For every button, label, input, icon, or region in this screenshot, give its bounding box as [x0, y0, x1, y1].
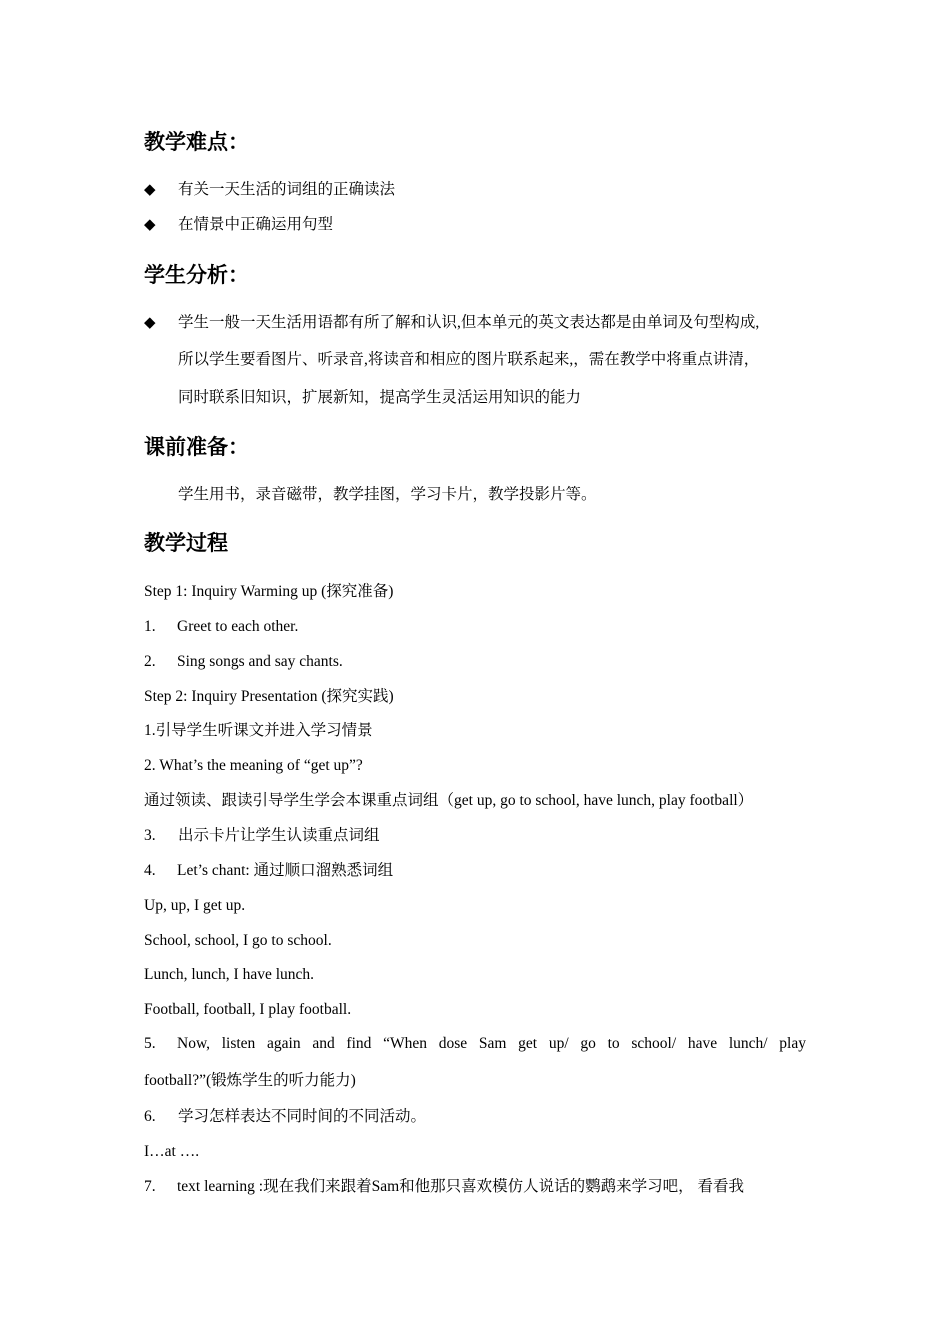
list-number: 6. — [144, 1108, 156, 1125]
list-item: Let’s chant: 通过顺口溜熟悉词组 — [177, 862, 394, 879]
chant-line: Up, up, I get up. — [144, 897, 246, 914]
list-number: 3. — [144, 827, 156, 844]
students-line: 同时联系旧知识，扩展新知，提高学生灵活运用知识的能力 — [178, 389, 582, 406]
process-line: 通过领读、跟读引导学生学会本课重点词组（get up, go to school, have lunch, play football） — [144, 792, 754, 809]
list-item: Now, listen again and find “When dose Sam get up/ go to school/ have lunch/ play — [177, 1035, 806, 1052]
difficulty-item: 在情景中正确运用句型 — [178, 216, 334, 233]
preparation-text: 学生用书，录音磁带，教学挂图，学习卡片，教学投影片等。 — [178, 486, 597, 503]
chant-line: Lunch, lunch, I have lunch. — [144, 966, 315, 983]
list-item: text learning :现在我们来跟着Sam和他那只喜欢模仿人说话的鹦鹉来学习吧， 看看我 — [177, 1178, 745, 1195]
process-line: 2. What’s the meaning of “get up”? — [144, 757, 363, 774]
chant-line: Football, football, I play football. — [144, 1001, 352, 1018]
process-line: 1.引导学生听课文并进入学习情景 — [144, 722, 373, 739]
list-item: Sing songs and say chants. — [177, 653, 343, 670]
step-2-title: Step 2: Inquiry Presentation (探究实践) — [144, 688, 394, 705]
difficulty-item: 有关一天生活的词组的正确读法 — [178, 181, 396, 198]
list-item: 出示卡片让学生认读重点词组 — [178, 827, 380, 844]
list-item: Greet to each other. — [177, 618, 299, 635]
list-number: 7. — [144, 1178, 156, 1195]
heading-preparation: 课前准备： — [144, 435, 249, 459]
sentence-pattern: I…at …. — [144, 1143, 200, 1160]
students-line: 学生一般一天生活用语都有所了解和认识,但本单元的英文表达都是由单词及句型构成, — [178, 314, 760, 331]
list-number: 2. — [144, 653, 156, 670]
list-number: 4. — [144, 862, 156, 879]
chant-line: School, school, I go to school. — [144, 932, 332, 949]
bullet-icon: ◆ — [144, 182, 156, 198]
list-item: 学习怎样表达不同时间的不同活动。 — [178, 1108, 427, 1125]
list-number: 5. — [144, 1035, 156, 1052]
step-1-title: Step 1: Inquiry Warming up (探究准备) — [144, 583, 394, 600]
list-item-continuation: football?”(锻炼学生的听力能力) — [144, 1072, 356, 1089]
heading-student-analysis: 学生分析： — [144, 263, 249, 287]
students-line: 所以学生要看图片、听录音,将读音和相应的图片联系起来,，需在教学中将重点讲清， — [178, 351, 760, 368]
bullet-icon: ◆ — [144, 217, 156, 233]
list-number: 1. — [144, 618, 156, 635]
heading-teaching-difficulty: 教学难点： — [144, 130, 249, 154]
heading-teaching-process: 教学过程 — [144, 531, 228, 555]
bullet-icon: ◆ — [144, 315, 156, 331]
